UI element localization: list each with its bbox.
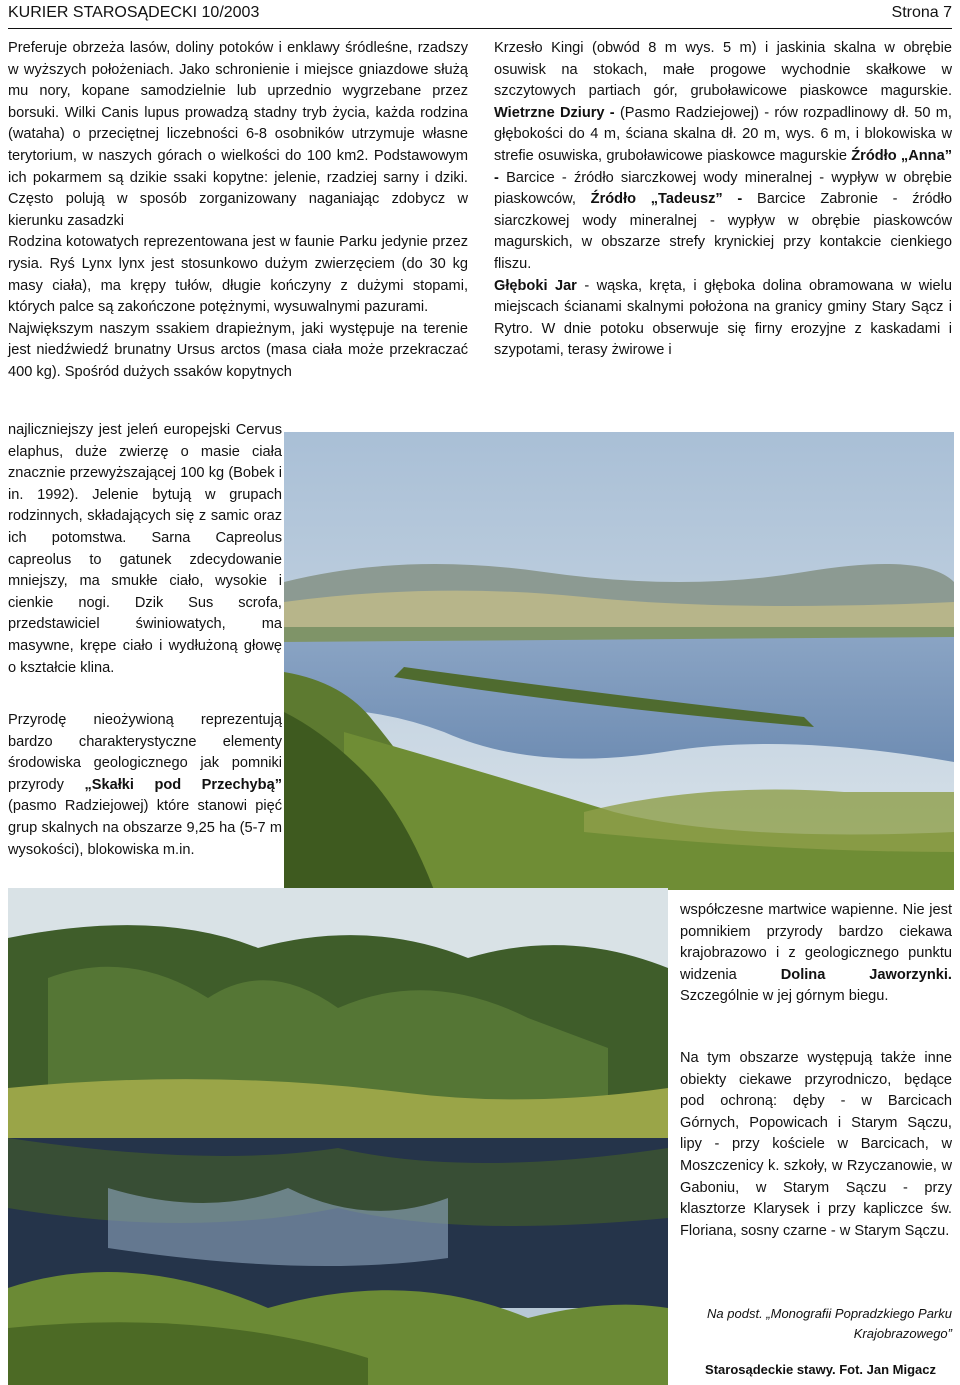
landmark-dolina-jaworzynki: Dolina Jaworzynki.	[780, 966, 952, 983]
right-column-top	[494, 38, 952, 362]
landscape-illustration	[284, 432, 954, 890]
paragraph-lynx: Rodzina kotowatych reprezentowana jest w faunie Parku jedynie przez rysia. Ryś Lynx lynx jest stosunkowo dużym zwierzęciem (do 30 kg masy ciała), ma krępy tułów, długie kończyny z dużymi stopami, których palce są zakończone potężnymi, wysuwalnymi pazurami.	[8, 234, 468, 316]
page-header	[8, 0, 952, 29]
paragraph-dolina: współczesne martwice wapienne. Nie jest pomnikiem przyrody bardzo ciekawa krajobrazowo i z geologicznego punktu widzenia Dolina Jaworzynki. Szczególnie w jej górnym biegu.	[680, 902, 952, 1005]
left-column-geology	[8, 710, 282, 861]
right-column-dolina	[680, 900, 952, 1008]
left-column-top	[8, 38, 468, 384]
page-number: Strona 7	[891, 4, 952, 21]
paragraph-bear: Największym naszym ssakiem drapieżnym, jaki występuje na terenie jest niedźwiedź brunatny Ursus arctos (masa ciała może przekraczać 400 kg). Spośród dużych ssaków kopytnych	[8, 320, 468, 380]
landscape-photo	[284, 432, 954, 890]
paragraph-deer: najliczniejszy jest jeleń europejski Cervus elaphus, duże zwierzę o masie ciała znacznie przewyższającej 100 kg (Bobek i in. 1992). Jelenie bytują w grupach rodzinnych, składających się z samic oraz ich potomstwa. Sarna Capreolus capreolus to gatunek zdecydowanie mniejszy, ma smukłe ciało, wysokie i cienkie nogi. Dzik Sus scrofa, przedstawiciel świniowatych, ma masywne, krępe ciało i wydłużoną głowę o kształcie klina.	[8, 422, 282, 676]
paragraph-protected-trees: Na tym obszarze występują także inne obiekty ciekawe przyrodniczo, będące pod ochroną: dęby - w Barcicach Górnych, Popowicach i Starym Sączu, lipy - przy kościele w Barcicach, w Moszczenicy k. szkoły, w Rzyczanowie, w Gaboniu, w Starym Sączu - przy klasztorze Klarysek i przy kapliczce św. Floriana, sosny czarne - w Starym Sączu.	[680, 1050, 952, 1239]
landmark-wietrzne-dziury: Wietrzne Dziury -	[494, 104, 615, 121]
paragraph-wolves: Preferuje obrzeża lasów, doliny potoków i enklawy śródleśne, rzadszy w wyższych położeniach. Jako schronienie i miejsce gniazdowe służą mu nory, kopane samodzielnie lub uprzednio wygrzebane przez borsuki. Wilki Canis lupus prowadzą stadny tryb życia, każda rodzina (wataha) o przeciętnej liczebności 6-8 osobników utrzymuje własne terytorium, w naszych górach o wielkości do 100 km2. Podstawowym ich pokarmem są dzikie ssaki kopytne: jelenie, rzadziej sarny i dziki. Często polują w sposób zorganizowany naganiając zdobycz w kierunku zasadzki	[8, 40, 468, 229]
newspaper-title: KURIER STAROSĄDECKI 10/2003	[8, 4, 260, 21]
landmark-skalki: „Skałki pod Przechybą”	[84, 776, 282, 793]
pond-illustration	[8, 888, 668, 1385]
landmark-zrodlo-anna: Źródło „Anna” -	[494, 147, 953, 186]
paragraph-landmarks: Krzesło Kingi (obwód 8 m wys. 5 m) i jaskinia skalna w obrębie osuwisk na stokach, małe progowe wychodnie skałkowe w szczytowych partiach gór, gruboławicowe piaskowce magurskie. Wietrzne Dziury - (Pasmo Radziejowej) - rów rozpadlinowy dł. 50 m, głębokości do 4 m, ściana skalna dł. 20 m, wys. 6 m, i blokowiska w strefie osuwiska, gruboławicowe piaskowce magurskie Źródło „Anna” - Barcice - źródło siarczkowej wody mineralnej - wypływ w obrębie piaskowców, Źródło „Tadeusz” - Barcice Zabronie - źródło siarczkowej wody mineralnej - wypływ w obrębie piaskowców magurskich, w obszarze strefy krynickiej przy kontakcie cienkiego fliszu. Głęboki Jar - wąska, kręta, i głęboka dolina obramowana w wielu miejscach ścianami skalnymi położona na granicy gminy Stary Sącz i Rytro. W dnie potoku obserwuje się firny erozyjne z kaskadami i szypotami, terasy żwirowe i	[494, 40, 953, 359]
source-note: Na podst. „Monografii Popradzkiego Parku Krajobrazowego”	[707, 1306, 952, 1341]
pond-photo	[8, 888, 668, 1385]
left-column-deer	[8, 420, 282, 679]
landmark-zrodlo-tadeusz: Źródło „Tadeusz” -	[590, 191, 743, 208]
photo-credit: Starosądeckie stawy. Fot. Jan Migacz	[705, 1362, 936, 1377]
right-column-trees	[680, 1048, 952, 1242]
landmark-gleboki-jar: Głęboki Jar	[494, 277, 577, 294]
paragraph-geology: Przyrodę nieożywioną reprezentują bardzo charakterystyczne elementy środowiska geologicznego jak pomniki przyrody „Skałki pod Przechybą” (pasmo Radziejowej) które stanowi pięć grup skalnych na obszarze 9,25 ha (5-7 m wysokości), blokowiska m.in.	[8, 712, 282, 858]
